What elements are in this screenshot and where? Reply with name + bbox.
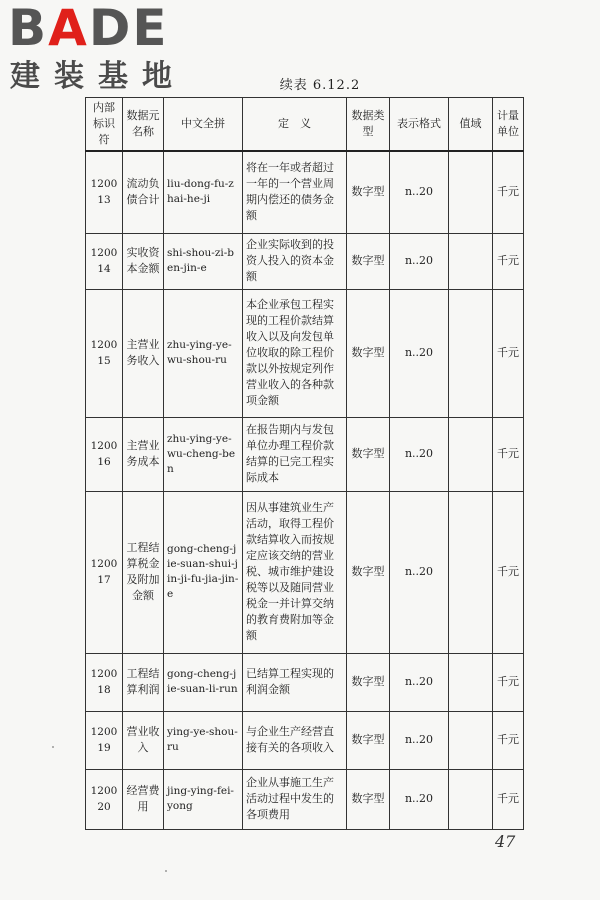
cell-format: n..20: [390, 289, 449, 417]
cell-unit: 千元: [493, 653, 524, 711]
header-id: 内部标识符: [86, 98, 123, 152]
cell-definition: 本企业承包工程实现的工程价款结算收入以及向发包单位收取的除工程价款以外按规定列作营业收入的各种款项金额: [243, 289, 347, 417]
cell-name: 流动负债合计: [123, 151, 164, 233]
cell-type: 数字型: [347, 151, 390, 233]
cell-domain: [449, 289, 493, 417]
logo-wordmark: [8, 0, 186, 57]
cell-unit: 千元: [493, 769, 524, 829]
cell-pinyin: gong-cheng-jie-suan-li-run: [164, 653, 243, 711]
data-element-table: [85, 97, 524, 830]
cell-unit: 千元: [493, 417, 524, 491]
header-unit: 计量单位: [493, 98, 524, 152]
cell-unit: 千元: [493, 151, 524, 233]
table-row: [86, 491, 524, 653]
header-pinyin: 中文全拼: [164, 98, 243, 152]
logo-letter-a: A: [48, 0, 89, 57]
cell-domain: [449, 711, 493, 769]
cell-type: 数字型: [347, 491, 390, 653]
scan-speck: [165, 870, 167, 872]
cell-name: 主营业务成本: [123, 417, 164, 491]
cell-pinyin: zhu-ying-ye-wu-shou-ru: [164, 289, 243, 417]
cell-id: 120020: [86, 769, 123, 829]
table-header-row: [86, 98, 524, 152]
table-caption: 续表 6.12.2: [279, 78, 361, 93]
cell-domain: [449, 769, 493, 829]
cell-name: 工程结算税金及附加金额: [123, 491, 164, 653]
cell-id: 120014: [86, 233, 123, 289]
cell-type: 数字型: [347, 711, 390, 769]
cell-id: 120015: [86, 289, 123, 417]
table-row: [86, 769, 524, 829]
cell-format: n..20: [390, 151, 449, 233]
cell-pinyin: gong-cheng-jie-suan-shui-jin-ji-fu-jia-jin-e: [164, 491, 243, 653]
cell-id: 120019: [86, 711, 123, 769]
cell-id: 120017: [86, 491, 123, 653]
cell-definition: 在报告期内与发包单位办理工程价款结算的已完工程实际成本: [243, 417, 347, 491]
cell-name: 主营业务收入: [123, 289, 164, 417]
logo-letters-de: DE: [88, 0, 169, 57]
cell-pinyin: ying-ye-shou-ru: [164, 711, 243, 769]
cell-definition: 与企业生产经营直接有关的各项收入: [243, 711, 347, 769]
header-type: 数据类型: [347, 98, 390, 152]
cell-name: 工程结算利润: [123, 653, 164, 711]
cell-type: 数字型: [347, 653, 390, 711]
cell-format: n..20: [390, 769, 449, 829]
cell-type: 数字型: [347, 417, 390, 491]
cell-definition: 因从事建筑业生产活动，取得工程价款结算收入而按规定应该交纳的营业税、城市维护建设税等以及随同营业税金一并计算交纳的教育费附加等金额: [243, 491, 347, 653]
table-row: [86, 653, 524, 711]
cell-definition: 企业实际收到的投资人投入的资本金额: [243, 233, 347, 289]
table-row: [86, 711, 524, 769]
cell-definition: 企业从事施工生产活动过程中发生的各项费用: [243, 769, 347, 829]
cell-domain: [449, 491, 493, 653]
table-row: [86, 289, 524, 417]
cell-format: n..20: [390, 653, 449, 711]
cell-unit: 千元: [493, 711, 524, 769]
cell-domain: [449, 417, 493, 491]
cell-format: n..20: [390, 491, 449, 653]
table-row: [86, 417, 524, 491]
table-row: [86, 151, 524, 233]
logo-letter-b: B: [8, 0, 49, 57]
cell-domain: [449, 233, 493, 289]
cell-type: 数字型: [347, 289, 390, 417]
cell-name: 实收资本金额: [123, 233, 164, 289]
cell-name: 营业收入: [123, 711, 164, 769]
cell-format: n..20: [390, 233, 449, 289]
cell-definition: 已结算工程实现的利润金额: [243, 653, 347, 711]
header-name: 数据元名称: [123, 98, 164, 152]
cell-pinyin: shi-shou-zi-ben-jin-e: [164, 233, 243, 289]
header-format: 表示格式: [390, 98, 449, 152]
header-domain: 值域: [449, 98, 493, 152]
logo-chinese: 建装基地: [10, 59, 186, 94]
cell-id: 120018: [86, 653, 123, 711]
cell-unit: 千元: [493, 491, 524, 653]
cell-id: 120013: [86, 151, 123, 233]
cell-type: 数字型: [347, 233, 390, 289]
cell-pinyin: jing-ying-fei-yong: [164, 769, 243, 829]
cell-id: 120016: [86, 417, 123, 491]
cell-pinyin: zhu-ying-ye-wu-cheng-ben: [164, 417, 243, 491]
scan-speck: [52, 746, 54, 748]
cell-domain: [449, 653, 493, 711]
cell-unit: 千元: [493, 289, 524, 417]
cell-unit: 千元: [493, 233, 524, 289]
cell-pinyin: liu-dong-fu-zhai-he-ji: [164, 151, 243, 233]
page-number: 47: [495, 832, 516, 851]
cell-type: 数字型: [347, 769, 390, 829]
cell-format: n..20: [390, 711, 449, 769]
header-definition: 定 义: [243, 98, 347, 152]
cell-name: 经营费用: [123, 769, 164, 829]
cell-domain: [449, 151, 493, 233]
cell-format: n..20: [390, 417, 449, 491]
table-row: [86, 233, 524, 289]
cell-definition: 将在一年或者超过一年的一个营业周期内偿还的债务金额: [243, 151, 347, 233]
